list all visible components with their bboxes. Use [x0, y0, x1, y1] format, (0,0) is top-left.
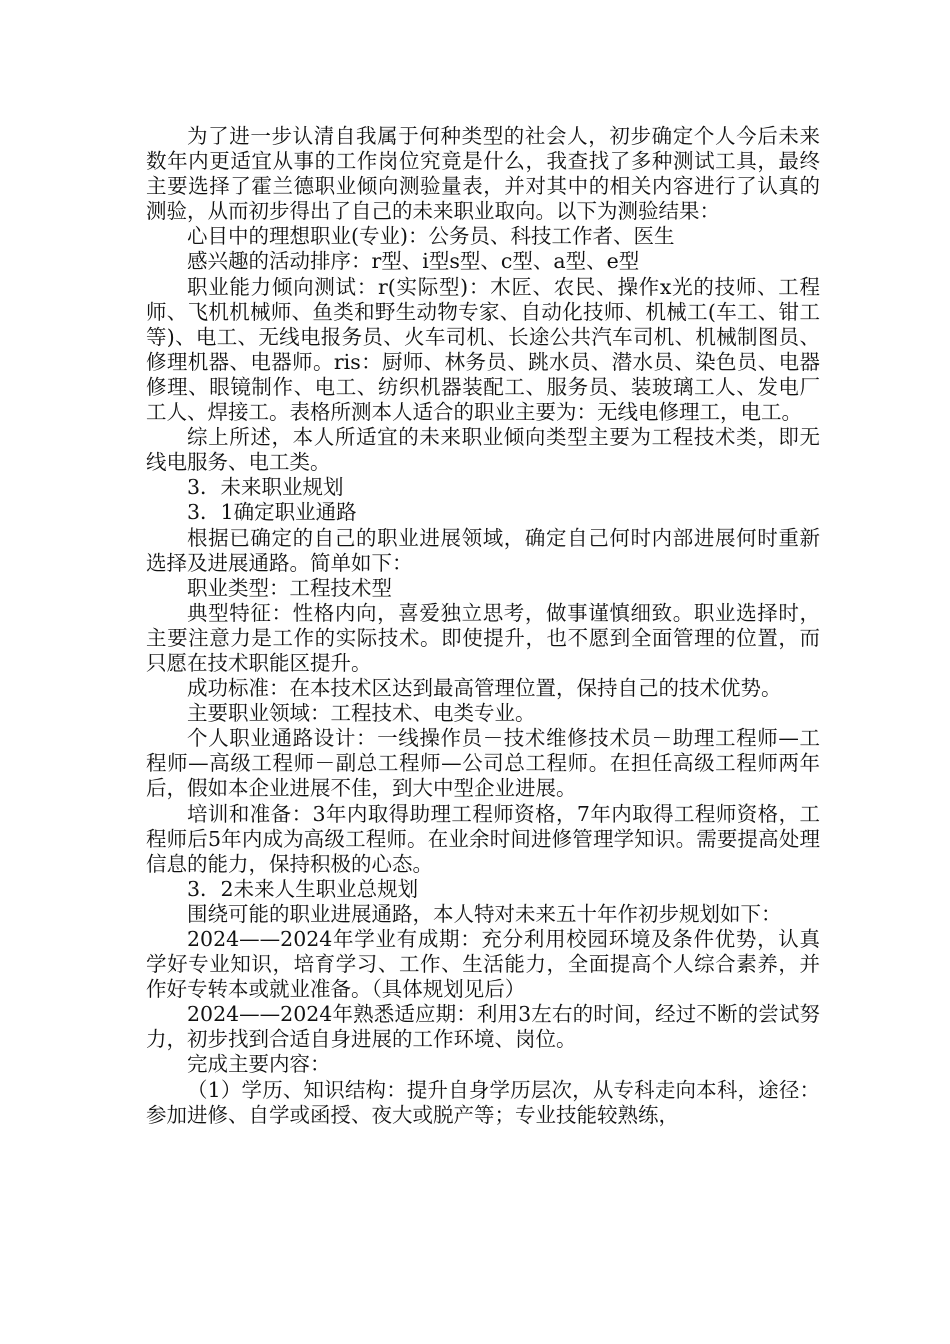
paragraph-path-design: 个人职业通路设计：一线操作员－技术维修技术员－助理工程师—工程师—高级工程师－副总工程师—公司总工程师。在担任高级工程师两年后，假如本企业进展不佳，到大中型企业进展。: [146, 726, 820, 801]
paragraph-typical-traits: 典型特征：性格内向，喜爱独立思考，做事谨慎细致。职业选择时，主要注意力是工作的实际技术。即使提升，也不愿到全面管理的位置，而只愿在技术职能区提升。: [146, 600, 820, 675]
document-body: [146, 124, 820, 1128]
paragraph-summary: 综上所述，本人所适宜的未来职业倾向类型主要为工程技术类，即无线电服务、电工类。: [146, 425, 820, 475]
subsection-heading-career-path: 3．1确定职业通路: [187, 500, 357, 525]
paragraph-aptitude-test: 职业能力倾向测试：r(实际型)：木匠、农民、操作x光的技师、工程师、飞机机械师、鱼类和野生动物专家、自动化技师、机械工(车工、钳工等)、电工、无线电报务员、火车司机、长途公共汽车司机、机械制图员、修理机器、电器师。ris：厨师、林务员、跳水员、潜水员、染色员、电器修理、眼镜制作、电工、纺织机器装配工、服务员、装玻璃工人、发电厂工人、焊接工。表格所测本人适合的职业主要为：无线电修理工，电工。: [146, 274, 820, 425]
paragraph-main-content: 完成主要内容：: [187, 1052, 331, 1077]
paragraph-interest-ranking: 感兴趣的活动排序：r型、i型s型、c型、a型、e型: [187, 249, 640, 274]
paragraph-training: 培训和准备：3年内取得助理工程师资格，7年内取得工程师资格，工程师后5年内成为高级工程师。在业余时间进修管理学知识。需要提高处理信息的能力，保持积极的心态。: [146, 801, 820, 876]
paragraph-main-fields: 主要职业领域：工程技术、电类专业。: [187, 701, 536, 726]
paragraph-phase-study: 2024——2024年学业有成期：充分利用校园环境及条件优势，认真学好专业知识，培育学习、工作、生活能力，全面提高个人综合素养，并作好专转本或就业准备。（具体规划见后）: [146, 927, 820, 1002]
paragraph-intro: 为了进一步认清自我属于何种类型的社会人，初步确定个人今后未来数年内更适宜从事的工作岗位究竟是什么，我查找了多种测试工具，最终主要选择了霍兰德职业倾向测验量表，并对其中的相关内容进行了认真的测验，从而初步得出了自己的未来职业取向。以下为测验结果：: [146, 124, 820, 224]
section-heading-career-plan: 3．未来职业规划: [187, 475, 344, 500]
paragraph-phase-adapt: 2024——2024年熟悉适应期：利用3左右的时间，经过不断的尝试努力，初步找到合适自身进展的工作环境、岗位。: [146, 1002, 820, 1052]
paragraph-success-criteria: 成功标准：在本技术区达到最高管理位置，保持自己的技术优势。: [187, 676, 782, 701]
paragraph-education: （1）学历、知识结构：提升自身学历层次，从专科走向本科，途径：参加进修、自学或函授、夜大或脱产等；专业技能较熟练，: [146, 1077, 820, 1127]
paragraph-career-type: 职业类型：工程技术型: [187, 575, 392, 600]
subsection-heading-life-plan: 3．2未来人生职业总规划: [187, 876, 419, 901]
paragraph-path-intro: 根据已确定的自己的职业进展领域，确定自己何时内部进展何时重新选择及进展通路。简单如下：: [146, 525, 820, 575]
paragraph-ideal-career: 心目中的理想职业(专业)：公务员、科技工作者、医生: [187, 224, 675, 249]
paragraph-plan-intro: 围绕可能的职业进展通路，本人特对未来五十年作初步规划如下：: [187, 901, 782, 926]
